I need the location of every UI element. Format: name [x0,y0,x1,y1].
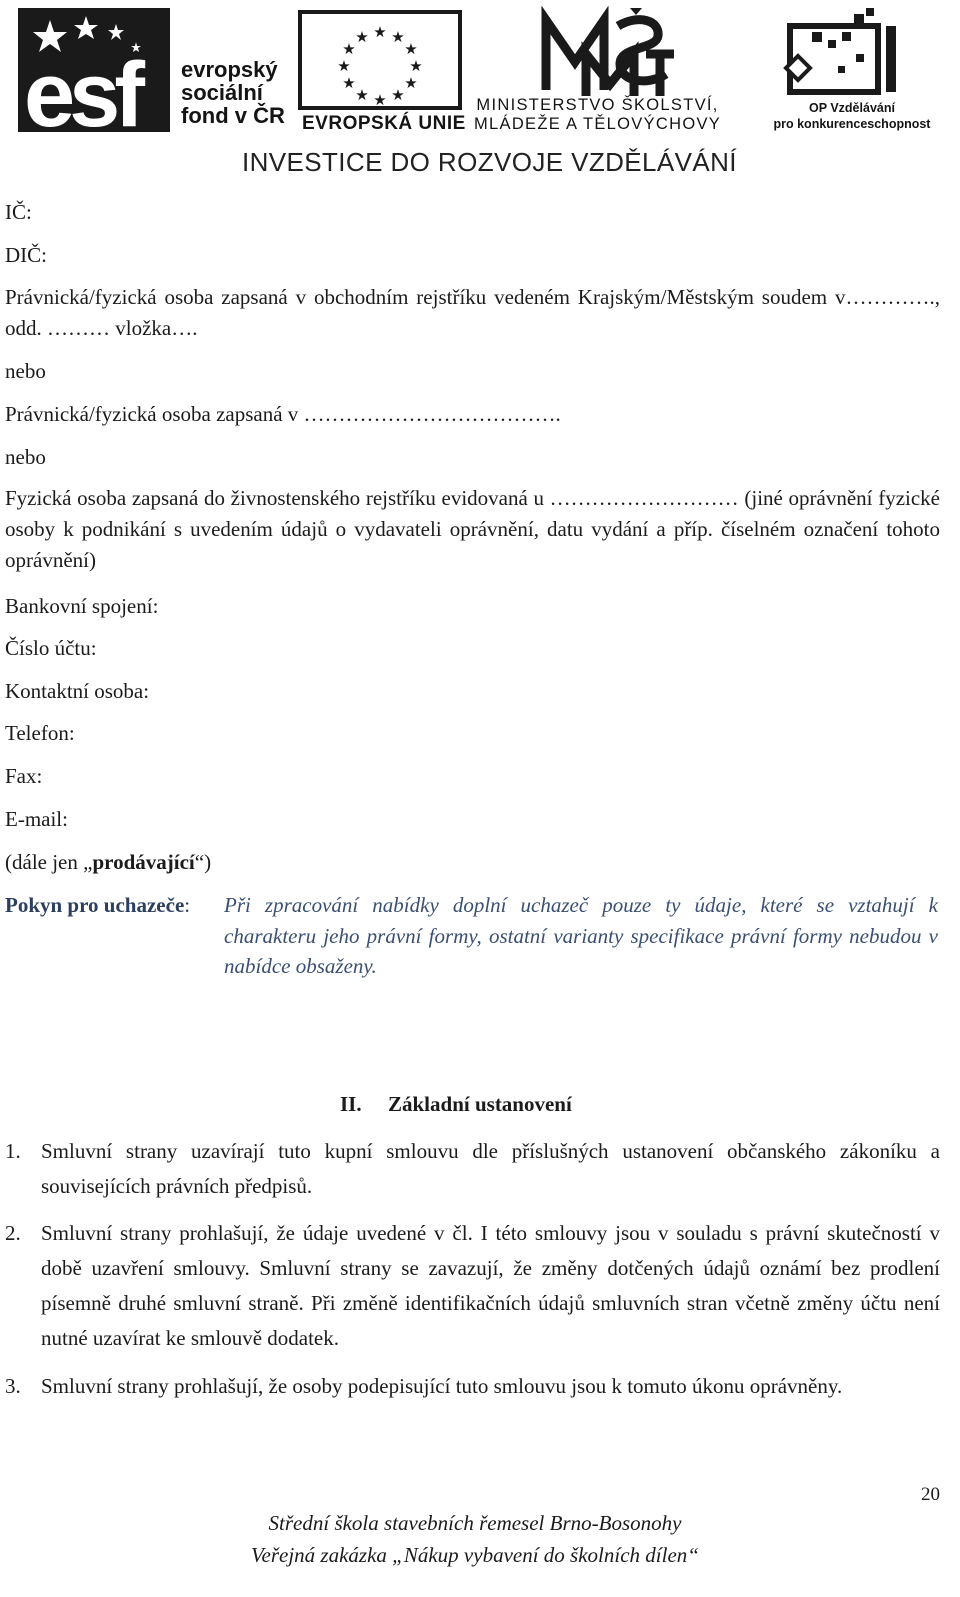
role-suffix: “) [194,850,212,874]
logo-header [0,0,960,190]
registration-other: Právnická/fyzická osoba zapsaná v ………………………………. [5,402,561,426]
svg-text:★: ★ [404,40,418,58]
svg-text:esf: esf [24,44,139,136]
ic-label: IČ: [5,200,32,224]
clause-text: Smluvní strany prohlašují, že údaje uvedené v čl. I této smlouvy jsou v souladu s právní skutečností v době uzavření smlouvy. Smluvní strany se zavazují, že změny dotčených údajů oznámí bez prodlení písemně druhé smluvní straně. Při změně identifikačních údajů smluvních stran včetně změny účtu není nutné uzavírat ke smlouvě dodatek. [41,1221,940,1350]
msmt-logo-text: MINISTERSTVO ŠKOLSTVÍ, MLÁDEŽE A TĚLOVÝCHOVY [474,96,722,133]
footer-school: Střední škola stavebních řemesel Brno-Bosonohy [268,1511,682,1535]
email-label: E-mail: [5,807,68,831]
section-number: II. [340,1092,362,1116]
esf-logo-text: evropský sociální fond v ČR [181,57,285,128]
or-separator-1: nebo [5,359,46,383]
registration-trade: Fyzická osoba zapsaná do živnostenského rejstříku evidovaná u ……………………… (jiné oprávnění fyzické osoby k podnikání s uvedením údajů o vydavateli oprávnění, datu vydání a příp. číselném označení tohoto oprávnění) [5,486,940,572]
section-title: Základní ustanovení [388,1092,572,1116]
svg-text:★: ★ [409,57,423,75]
clause-item [5,1216,940,1356]
svg-text:★: ★ [342,40,356,58]
clause-number: 2. [5,1221,21,1245]
svg-text:★: ★ [391,28,405,46]
instruction-label: Pokyn pro uchazeče: [5,893,191,917]
or-separator-2: nebo [5,445,46,469]
role-designation [5,846,211,878]
clause-text: Smluvní strany uzavírají tuto kupní smlouvu dle příslušných ustanovení občanského zákoníku a souvisejících právních předpisů. [41,1139,940,1198]
op-logo-text: OP Vzdělávání pro konkurenceschopnost [773,101,931,131]
role-name: prodávající [92,850,195,874]
page-number: 20 [921,1484,940,1505]
footer-tender: Veřejná zakázka „Nákup vybavení do školních dílen“ [251,1543,699,1567]
tagline: INVESTICE DO ROZVOJE VZDĚLÁVÁNÍ [242,147,737,177]
clause-item [5,1134,940,1204]
section-heading [340,1088,572,1120]
op-years-text: 2007-13 [895,50,906,84]
fax-label: Fax: [5,764,43,788]
dic-label: DIČ: [5,243,47,267]
registration-commercial: Právnická/fyzická osoba zapsaná v obchodním rejstříku vedeném Krajským/Městským soudem v…………., odd. ……… vložka…. [5,285,940,340]
svg-text:★: ★ [404,74,418,92]
phone-label: Telefon: [5,721,75,745]
clause-item [5,1369,940,1404]
contact-label: Kontaktní osoba: [5,679,150,703]
clause-text: Smluvní strany prohlašují, že osoby podepisující tuto smlouvu jsou k tomuto úkonu oprávněny. [41,1374,843,1398]
account-label: Číslo účtu: [5,636,97,660]
svg-text:★: ★ [342,74,356,92]
svg-text:★: ★ [355,86,369,104]
svg-text:★: ★ [373,23,387,41]
eu-logo-text: EVROPSKÁ UNIE [302,113,466,134]
svg-text:★: ★ [391,86,405,104]
clause-number: 1. [5,1139,21,1163]
svg-text:★: ★ [355,28,369,46]
svg-text:★: ★ [373,91,387,109]
clause-number: 3. [5,1374,21,1398]
bank-label: Bankovní spojení: [5,594,159,618]
role-prefix: (dále jen „ [5,850,93,874]
svg-text:★: ★ [337,57,351,75]
instruction-text: Při zpracování nabídky doplní uchazeč pouze ty údaje, které se vztahují k charakteru jeho právní formy, ostatní varianty specifikace právní formy nebudou v nabídce obsaženy. [224,893,938,978]
